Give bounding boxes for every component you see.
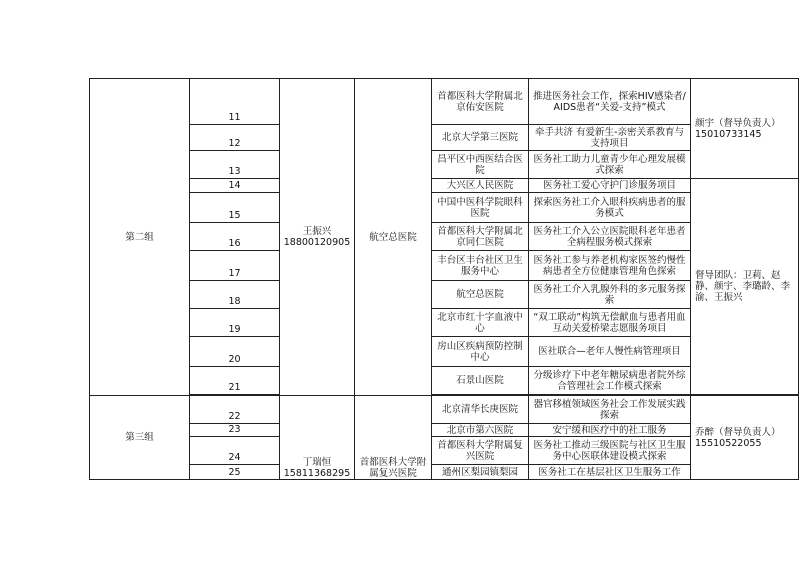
hospital-name: 北京市第六医院 (432, 424, 529, 437)
supervisor-cell (691, 396, 799, 480)
project-name: 医务社工在基层社区卫生服务工作 (529, 465, 691, 480)
table-row (90, 396, 799, 424)
row-number: 25 (190, 465, 280, 480)
leader-name: 王振兴 (302, 226, 332, 237)
assignment-table (89, 78, 799, 480)
hospital-name: 北京市红十字血液中心 (432, 309, 529, 337)
project-name: 医务社工介入公立医院眼科老年患者全病程服务模式探索 (529, 223, 691, 251)
group-name: 第二组 (90, 79, 190, 396)
leader-cell (280, 396, 355, 480)
project-name: 分级诊疗下中老年糖尿病患者院外综合管理社会工作模式探索 (529, 367, 691, 395)
row-number: 22 (190, 396, 280, 424)
project-name: 医务社工推动三级医院与社区卫生服务中心医联体建设模式探索 (529, 437, 691, 465)
project-name: 医社联合—老年人慢性病管理项目 (529, 337, 691, 367)
project-name: 医务社工介入乳腺外科的多元服务探索 (529, 281, 691, 309)
table-row (90, 79, 799, 125)
hospital-name: 首都医科大学附属复兴医院 (432, 437, 529, 465)
row-number: 18 (190, 281, 280, 309)
host-hospital: 航空总医院 (355, 79, 432, 396)
hospital-name: 房山区疾病预防控制中心 (432, 337, 529, 367)
project-name: 牵手共济 有爱新生-亲密关系教育与支持项目 (529, 125, 691, 151)
leader-name: 丁瑞恒 (302, 457, 332, 468)
project-name: 推进医务社会工作，探索HIV感染者/AIDS患者“关爱-支持”模式 (529, 79, 691, 125)
row-number: 21 (190, 367, 280, 395)
leader-phone: 15811368295 (283, 468, 351, 479)
project-name: 医务社工爱心守护门诊服务项目 (529, 179, 691, 193)
supervisor-cell (691, 79, 799, 179)
row-number: 20 (190, 337, 280, 367)
project-name: “双工联动”构筑无偿献血与患者用血互动关爱桥梁志愿服务项目 (529, 309, 691, 337)
row-number: 13 (190, 151, 280, 179)
group-name: 第三组 (90, 396, 190, 480)
host-hospital: 首都医科大学附属复兴医院 (355, 396, 432, 480)
supervisor-team: 督导团队：卫莉、赵静、颜宇、李璐龄、李渝、王振兴 (691, 179, 799, 395)
row-number: 15 (190, 193, 280, 223)
row-number: 19 (190, 309, 280, 337)
hospital-name: 首都医科大学附属北京同仁医院 (432, 223, 529, 251)
leader-phone: 18800120905 (283, 237, 351, 248)
hospital-name: 北京清华长庚医院 (432, 396, 529, 424)
hospital-name: 中国中医科学院眼科医院 (432, 193, 529, 223)
row-number: 23 (190, 424, 280, 437)
row-number: 14 (190, 179, 280, 193)
supervisor-lead: 乔醉（督导负责人） (695, 426, 781, 438)
hospital-name: 石景山医院 (432, 367, 529, 395)
row-number: 12 (190, 125, 280, 151)
project-name: 器官移植领域医务社会工作发展实践探索 (529, 396, 691, 424)
hospital-name: 大兴区人民医院 (432, 179, 529, 193)
project-name: 医务社工参与养老机构家医签约慢性病患者全方位健康管理角色探索 (529, 251, 691, 281)
row-number: 24 (190, 437, 280, 465)
hospital-name: 首都医科大学附属北京佑安医院 (432, 79, 529, 125)
row-number: 11 (190, 79, 280, 125)
supervisor-phone: 15010733145 (695, 128, 762, 140)
project-name: 探索医务社工介入眼科疾病患者的服务模式 (529, 193, 691, 223)
project-name: 安宁缓和医疗中的社工服务 (529, 424, 691, 437)
hospital-name: 通州区梨园镇梨园 (432, 465, 529, 480)
project-name: 医务社工助力儿童青少年心理发展模式探索 (529, 151, 691, 179)
hospital-name: 航空总医院 (432, 281, 529, 309)
leader-cell (280, 79, 355, 396)
hospital-name: 丰台区丰台社区卫生服务中心 (432, 251, 529, 281)
hospital-name: 北京大学第三医院 (432, 125, 529, 151)
supervisor-phone: 15510522055 (695, 437, 762, 449)
row-number: 17 (190, 251, 280, 281)
row-number: 16 (190, 223, 280, 251)
table-row (90, 179, 799, 193)
supervisor-lead: 颜宇（督导负责人） (695, 117, 781, 129)
hospital-name: 昌平区中西医结合医院 (432, 151, 529, 179)
